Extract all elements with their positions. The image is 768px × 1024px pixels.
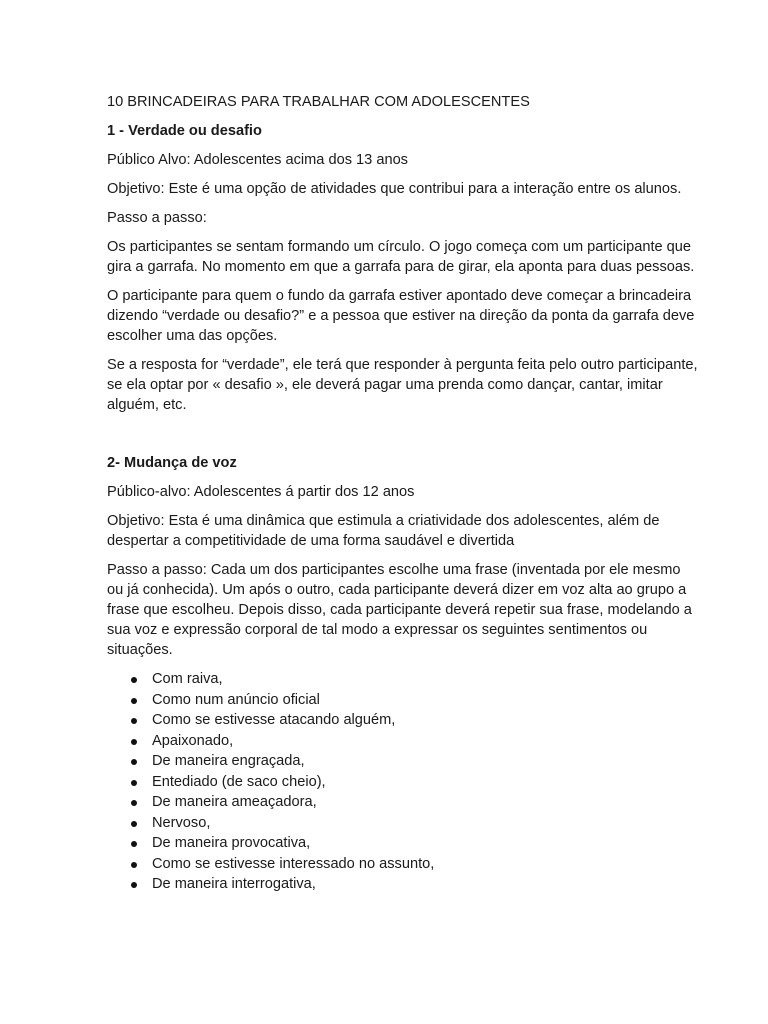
list-item (107, 751, 698, 772)
bullet-icon (131, 759, 137, 765)
section-2-objective: Objetivo: Esta é uma dinâmica que estimula a criatividade dos adolescentes, além de despertar a competitividade de uma forma saudável e divertida (107, 513, 660, 549)
document-title: 10 BRINCADEIRAS PARA TRABALHAR COM ADOLESCENTES (107, 94, 530, 110)
bullet-icon (131, 821, 137, 827)
list-item-text: Com raiva, (152, 671, 223, 687)
list-item-text: Como se estivesse interessado no assunto, (152, 855, 435, 872)
list-item (107, 710, 698, 731)
list-item-text: Entediado (de saco cheio), (152, 773, 326, 790)
bullet-icon (131, 841, 137, 847)
list-item (107, 669, 698, 690)
list-item-text: Como se estivesse atacando alguém, (152, 712, 396, 728)
section-2-steps: Passo a passo: Cada um dos participantes escolhe uma frase (inventada por ele mesmo ou já conhecida). Um após o outro, cada participante deverá dizer em voz alta ao grupo a frase que escolheu. Depois disso, cada participante deverá repetir sua frase, modelando a sua voz e expressão corporal de tal modo a expressar os seguintes sentimentos ou situações. (107, 562, 692, 658)
list-item (107, 833, 698, 854)
section-1-step-paragraph: Se a resposta for “verdade”, ele terá que responder à pergunta feita pelo outro participante, se ela optar por « desafio », ele deverá pagar uma prenda como dançar, cantar, imitar alguém, etc. (107, 357, 698, 413)
section-1-step-paragraph: O participante para quem o fundo da garrafa estiver apontado deve começar a brincadeira dizendo “verdade ou desafio?” e a pessoa que estiver na direção da ponta da garrafa deve escolher uma das opções. (107, 288, 695, 344)
bullet-icon (131, 800, 137, 806)
list-item (107, 731, 698, 752)
section-1-step-paragraph: Os participantes se sentam formando um círculo. O jogo começa com um participante que gira a garrafa. No momento em que a garrafa para de girar, ela aponta para duas pessoas. (107, 239, 695, 275)
section-1-objective: Objetivo: Este é uma opção de atividades que contribui para a interação entre os alunos. (107, 181, 682, 197)
bullet-icon (131, 882, 137, 888)
section-1-steps-label: Passo a passo: (107, 210, 207, 226)
bullet-icon (131, 698, 137, 704)
list-item-text: De maneira engraçada, (152, 753, 305, 769)
bullet-icon (131, 780, 137, 786)
bullet-icon (131, 862, 137, 868)
bullet-icon (131, 718, 137, 724)
list-item-text: Nervoso, (152, 814, 211, 831)
list-item-text: Como num anúncio oficial (152, 691, 320, 708)
list-item (107, 690, 698, 711)
list-item (107, 874, 698, 895)
list-item-text: De maneira ameaçadora, (152, 794, 317, 810)
bullet-icon (131, 677, 137, 683)
list-item (107, 792, 698, 813)
bullet-icon (131, 739, 137, 745)
list-item (107, 854, 698, 875)
section-spacer (107, 424, 698, 453)
list-item-text: De maneira provocativa, (152, 835, 311, 851)
section-1-audience: Público Alvo: Adolescentes acima dos 13 anos (107, 152, 408, 168)
section-2-heading: 2- Mudança de voz (107, 455, 237, 471)
section-2-audience: Público-alvo: Adolescentes á partir dos 12 anos (107, 484, 415, 500)
section-1-heading: 1 - Verdade ou desafio (107, 123, 262, 139)
list-item-text: Apaixonado, (152, 732, 234, 749)
list-item-text: De maneira interrogativa, (152, 876, 316, 892)
list-item (107, 772, 698, 793)
list-item (107, 813, 698, 834)
feelings-list (107, 669, 698, 895)
